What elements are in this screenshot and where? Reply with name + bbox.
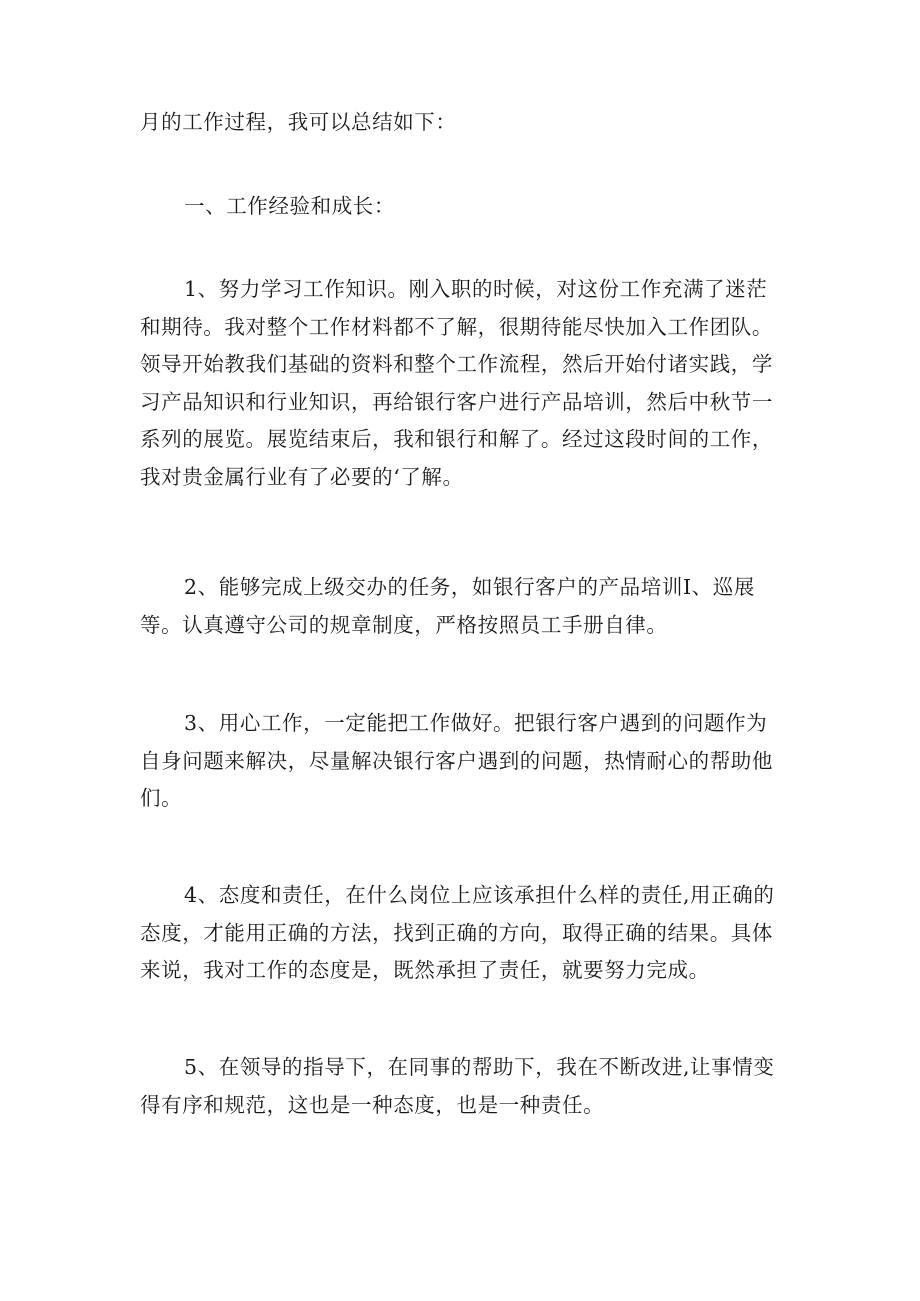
paragraph-1-line-4: 习产品知识和行业知识，再给银行客户进行产品培训，然后中秋节一 xyxy=(140,389,773,414)
paragraph-3-line-3: 们。 xyxy=(140,786,183,810)
paragraph-3-line-2: 自身问题来解决，尽量解决银行客户遇到的问题，热情耐心的帮助他 xyxy=(140,748,773,773)
paragraph-2-line-1: 2、能够完成上级交办的任务，如银行客户的产品培训I、巡展 xyxy=(184,575,755,599)
paragraph-4-line-2: 态度，才能用正确的方法，找到正确的方向，取得正确的结果。具体 xyxy=(140,920,773,945)
paragraph-3 xyxy=(140,705,800,818)
paragraph-4 xyxy=(140,877,800,990)
paragraph-5 xyxy=(140,1049,800,1124)
paragraph-2 xyxy=(140,569,800,644)
paragraph-1-line-6: 我对贵金属行业有了必要的‘了解。 xyxy=(140,464,464,489)
paragraph-2-line-2: 等。认真遵守公司的规章制度，严格按照员工手册自律。 xyxy=(140,612,668,637)
paragraph-4-line-3: 来说，我对工作的态度是，既然承担了责任，就要努力完成。 xyxy=(140,958,710,982)
paragraph-1-line-1: 1、努力学习工作知识。刚入职的时候，对这份工作充满了迷茫 xyxy=(184,277,768,301)
paragraph-1 xyxy=(140,271,800,496)
paragraph-4-line-1: 4、态度和责任，在什么岗位上应该承担什么样的责任,用正确的 xyxy=(184,883,775,907)
intro-line: 月的工作过程，我可以总结如下： xyxy=(140,110,457,134)
paragraph-5-line-2: 得有序和规范，这也是一种态度，也是一种责任。 xyxy=(140,1092,605,1117)
paragraph-1-line-5: 系列的展览。展览结束后，我和银行和解了。经过这段时间的工作， xyxy=(140,427,773,451)
paragraph-3-line-1: 3、用心工作，一定能把工作做好。把银行客户遇到的问题作为 xyxy=(184,711,768,735)
paragraph-1-line-3: 领导开始教我们基础的资料和整个工作流程，然后开始付诸实践，学 xyxy=(140,352,773,376)
section-heading: 一、工作经验和成长： xyxy=(184,194,395,218)
paragraph-5-line-1: 5、在领导的指导下，在同事的帮助下，我在不断改进,让事情变 xyxy=(184,1055,775,1079)
paragraph-1-line-2: 和期待。我对整个工作材料都不了解，很期待能尽快加入工作团队。 xyxy=(140,314,773,339)
